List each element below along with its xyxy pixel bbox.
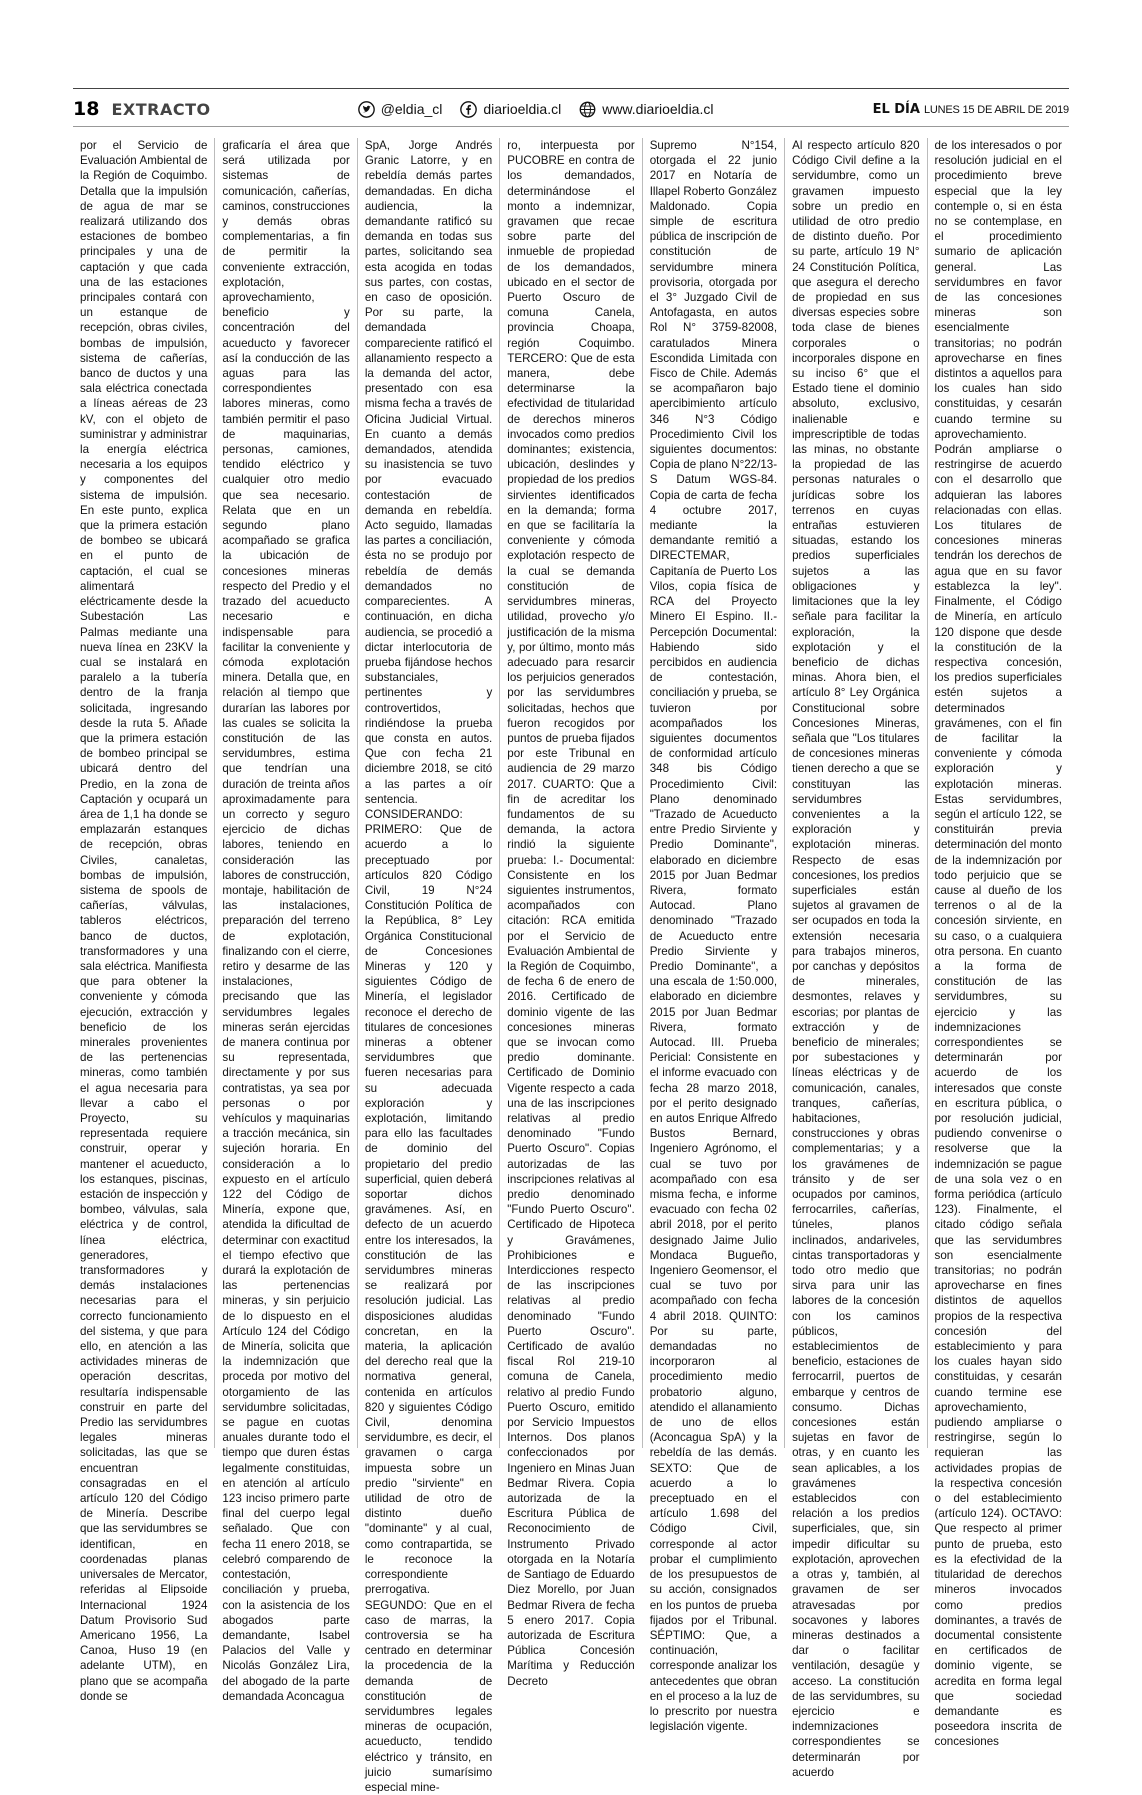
- page-header: [73, 96, 1069, 122]
- issue-date: LUNES 15 DE ABRIL DE 2019: [923, 103, 1069, 116]
- header-left: [73, 98, 211, 120]
- text-column-1: por el Servicio de Evaluación Ambiental de la Región de Coquimbo. Detalla que la impulsión de agua de mar se realizará utilizando dos estaciones de bombeo principales y una de captación y que cada una de las estaciones principales contará con un estanque de recepción, obras civiles, bombas de impulsión, sistema de cañerías, banco de ductos y una sala eléctrica conectada a líneas aéreas de 23 kV, con el objeto de suministrar y administrar la energía eléctrica necesaria a los equipos y componentes del sistema de impulsión. En este punto, explica que la primera estación de bombeo se ubicará en el punto de captación, el cual se alimentará eléctricamente desde la Subestación Las Palmas mediante una nueva línea en 23KV la cual se instalará en paralelo a la tubería dentro de la franja solicitada, ingresando desde la ruta 5. Añade que la primera estación de bombeo principal se ubicará dentro del Predio, en la zona de Captación y ocupará un área de 1,1 ha donde se emplazarán estanques de recepción, obras Civiles, canaletas, bombas de impulsión, sistema de spools de cañerías, válvulas, tableros eléctricos, banco de ductos, transformadores y una sala eléctrica. Manifiesta que para obtener la conveniente y cómoda ejecución, extracción y beneficio de los minerales provenientes de las pertenencias mineras, como también el agua necesaria para llevar a cabo el Proyecto, su representada requiere construir, operar y mantener el acueducto, los estanques, piscinas, estación de inspección y bombeo, válvulas, sala eléctrica y de control, línea eléctrica, generadores, transformadores y demás instalaciones necesarias para el correcto funcionamiento del sistema, y que para ello, en atención a las actividades mineras de operación descritas, resultaría indispensable construir en parte del Predio las servidumbres legales mineras solicitadas, las que se encuentran consagradas en el artículo 120 del Código de Minería. Describe que las servidumbres se identifican, en coordenadas planas universales de Mercator, referidas al Elipsoide Internacional 1924 Datum Provisorio Sud Americano 1956, La Canoa, Huso 19 (en adelante UTM), en plano que se acompaña donde se: [80, 139, 208, 1703]
- facebook-link[interactable]: [460, 101, 561, 118]
- website-link[interactable]: [579, 101, 713, 118]
- text-column-3: SpA, Jorge Andrés Granic Latorre, y en rebeldía demás partes demandadas. En dicha audiencia, la demandante ratificó su demanda en todas sus partes, solicitando sea esta acogida en todas sus partes, con costas, en caso de oposición. Por su parte, la demandada compareciente ratificó el allanamiento respecto a la demanda del actor, presentado con esa misma fecha a través de Oficina Judicial Virtual. En cuanto a demás demandados, atendida su inasistencia se tuvo por evacuado contestación de demanda en rebeldía. Acto seguido, llamadas las partes a conciliación, ésta no se produjo por rebeldía de demás demandados no comparecientes. A continuación, en dicha audiencia, se procedió a dictar interlocutoria de prueba fijándose hechos substanciales, pertinentes y controvertidos, rindiéndose la prueba que consta en autos. Que con fecha 21 diciembre 2018, se citó a las partes a oír sentencia. CONSIDERANDO: PRIMERO: Que de acuerdo a lo preceptuado por artículos 820 Código Civil, 19 N°24 Constitución Política de la República, 8° Ley Orgánica Constitucional de Concesiones Mineras y 120 y siguientes Código de Minería, el legislador reconoce el derecho de titulares de concesiones mineras a obtener servidumbres que fueren necesarias para su adecuada exploración y explotación, limitando para ello las facultades de dominio del propietario del predio superficial, quien deberá soportar dichos gravámenes. Así, en defecto de un acuerdo entre los interesados, la constitución de las servidumbres mineras se realizará por resolución judicial. Las disposiciones aludidas concretan, en la materia, la aplicación del derecho real que la normativa general, contenida en artículos 820 y siguientes Código Civil, denomina servidumbre, es decir, el gravamen o carga impuesta sobre un predio "sirviente" en utilidad de otro de distinto dueño "dominante" y al cual, como contrapartida, se le reconoce la correspondiente prerrogativa. SEGUNDO: Que en el caso de marras, la controversia se ha centrado en determinar la procedencia de la demanda de constitución de servidumbres legales mineras de ocupación, acueducto, tendido eléctrico y tránsito, en juicio sumarísimo especial mine-: [357, 138, 499, 1448]
- facebook-page: diarioeldia.cl: [483, 101, 562, 117]
- header-top-rule: [73, 88, 1069, 89]
- header-right: [873, 102, 1069, 117]
- header-social: [358, 101, 726, 118]
- text-column-7: de los interesados o por resolución judicial en el procedimiento breve especial que la ley contemple o, si en ésta no se contemplase, en el procedimiento sumario de aplicación general. Las servidumbres en favor de las concesiones mineras son esencialmente transitorias; no podrán aprovecharse en fines distintos a aquellos para los cuales han sido constituidas, y cesarán cuando termine su aprovechamiento. Podrán ampliarse o restringirse de acuerdo con el desarrollo que adquieran las labores relacionadas con ellas. Los titulares de concesiones mineras tendrán los derechos de agua que en su favor establezca la ley". Finalmente, el Código de Minería, en artículo 120 dispone que desde la constitución de la respectiva concesión, los predios superficiales estén sujetos a determinados gravámenes, con el fin de facilitar la conveniente y cómoda exploración y explotación mineras. Estas servidumbres, según el artículo 122, se constituirán previa determinación del monto de la indemnización por todo perjuicio que se cause al dueño de los terrenos o al de la concesión sirviente, en su caso, o a cualquiera otra persona. En cuanto a la forma de constitución de las servidumbres, su ejercicio y las indemnizaciones correspondientes se determinarán por acuerdo de los interesados que conste en escritura pública, o por resolución judicial, pudiendo convenirse o resolverse que la indemnización se pague de una sola vez o en forma periódica (artículo 123). Finalmente, el citado código señala que las servidumbres son esencialmente transitorias; no podrán aprovecharse en fines distintos de aquellos propios de la respectiva concesión del establecimiento y para los cuales hayan sido constituidas, y cesarán cuando termine ese aprovechamiento, pudiendo ampliarse o restringirse, según lo requieran las actividades propias de la respectiva concesión o del establecimiento (artículo 124). OCTAVO: Que respecto al primer punto de prueba, esto es la efectividad de la titularidad de derechos mineros invocados como predios dominantes, a través de documental consistente en certificados de dominio vigente, se acredita en forma legal que sociedad demandante es poseedora inscrita de concesiones: [927, 138, 1069, 1448]
- newspaper-logo: EL DÍA: [872, 101, 920, 117]
- twitter-handle: @eldia_cl: [380, 101, 443, 117]
- text-column-6: Al respecto artículo 820 Código Civil define a la servidumbre, como un gravamen impuesto sobre un predio en utilidad de otro predio de distinto dueño. Por su parte, artículo 19 N° 24 Constitución Política, que asegura el derecho de propiedad en sus diversas especies sobre toda clase de bienes corporales o incorporales dispone en su inciso 6° que el Estado tiene el dominio absoluto, exclusivo, inalienable e imprescriptible de todas las minas, no obstante la propiedad de las personas naturales o jurídicas sobre los terrenos en cuyas entrañas estuvieren situadas, estando los predios superficiales sujetos a las obligaciones y limitaciones que la ley señale para facilitar la exploración, la explotación y el beneficio de dichas minas. Ahora bien, el artículo 8° Ley Orgánica Constitucional sobre Concesiones Mineras, señala que "Los titulares de concesiones mineras tienen derecho a que se constituyan las servidumbres convenientes a la exploración y explotación mineras. Respecto de esas concesiones, los predios superficiales están sujetos al gravamen de ser ocupados en toda la extensión necesaria para trabajos mineros, por canchas y depósitos de minerales, desmontes, relaves y escorias; por plantas de extracción y de beneficio de minerales; por subestaciones y líneas eléctricas y de comunicación, canales, tranques, cañerías, habitaciones, construcciones y obras complementarias; y a los gravámenes de tránsito y de ser ocupados por caminos, ferrocarriles, cañerías, túneles, planos inclinados, andariveles, cintas transportadoras y todo otro medio que sirva para unir las labores de la concesión con los caminos públicos, establecimientos de beneficio, estaciones de ferrocarril, puertos de embarque y centros de consumo. Dichas concesiones están sujetas en favor de otras, y en cuanto les sean aplicables, a los gravámenes establecidos con relación a los predios superficiales, que, sin impedir dificultar su explotación, aprovechen a otras y, también, al gravamen de ser atravesadas por socavones y labores mineras destinados a dar o facilitar ventilación, desagüe y acceso. La constitución de las servidumbres, su ejercicio e indemnizaciones correspondientes se determinarán por acuerdo: [784, 138, 926, 1448]
- twitter-icon: [358, 101, 375, 118]
- header-bottom-rule: [73, 126, 1069, 127]
- website-url: www.diarioeldia.cl: [602, 101, 714, 117]
- article-columns: [73, 138, 1069, 1794]
- text-column-5: Supremo N°154, otorgada el 22 junio 2017 en Notaría de Illapel Roberto González Maldonado. Copia simple de escritura pública de inscripción de constitución de servidumbre minera provisoria, otorgada por el 3° Juzgado Civil de Antofagasta, en autos Rol N° 3759-82008, caratulados Minera Escondida Limitada con Fisco de Chile. Además se acompañaron bajo apercibimiento artículo 346 N°3 Código Procedimiento Civil los siguientes documentos: Copia de plano N°22/13-S Datum WGS-84. Copia de carta de fecha 4 octubre 2017, mediante la demandante remitió a DIRECTEMAR, Capitanía de Puerto Los Vilos, copia física de RCA del Proyecto Minero El Espino. II.- Percepción Documental: Habiendo sido percibidos en audiencia de contestación, conciliación y prueba, se tuvieron por acompañados los siguientes documentos de conformidad artículo 348 bis Código Procedimiento Civil: Plano denominado "Trazado de Acueducto entre Predio Sirviente y Predio Dominante", elaborado en diciembre 2015 por Juan Bedmar Rivera, formato Autocad. Plano denominado "Trazado de Acueducto entre Predio Sirviente y Predio Dominante", a una escala de 1:50.000, elaborado en diciembre 2015 por Juan Bedmar Rivera, formato Autocad. III. Prueba Pericial: Consistente en el informe evacuado con fecha 28 marzo 2018, por el perito designado en autos Enrique Alfredo Bustos Bernard, Ingeniero Agrónomo, el cual se tuvo por acompañado con esa misma fecha, e informe evacuado con fecha 02 abril 2018, por el perito designado Jaime Julio Mondaca Bugueño, Ingeniero Geomensor, el cual se tuvo por acompañado con fecha 4 abril 2018. QUINTO: Por su parte, demandadas no incorporaron al procedimiento medio probatorio alguno, atendido el allanamiento de uno de ellos (Aconcagua SpA) y la rebeldía de las demás. SEXTO: Que de acuerdo a lo preceptuado en el artículo 1.698 del Código Civil, corresponde al actor probar el cumplimiento de los presupuestos de su acción, consignados en los puntos de prueba fijados por el Tribunal. SÉPTIMO: Que, a continuación, corresponde analizar los antecedentes que obran en el proceso a la luz de lo prescrito por nuestra legislación vigente.: [642, 138, 784, 1448]
- twitter-link[interactable]: [358, 101, 443, 118]
- globe-icon: [579, 101, 596, 118]
- text-column-4: ro, interpuesta por PUCOBRE en contra de los demandados, determinándose el monto a indemnizar, gravamen que recae sobre parte del inmueble de propiedad de los demandados, ubicado en el sector de Puerto Oscuro de comuna Canela, provincia Choapa, región Coquimbo. TERCERO: Que de esta manera, debe determinarse la efectividad de titularidad de derechos mineros invocados como predios dominantes; existencia, ubicación, deslindes y propiedad de los predios sirvientes identificados en la demanda; forma en que se facilitaría la conveniente y cómoda explotación respecto de la cual se demanda constitución de servidumbres mineras, utilidad, provecho y/o justificación de la misma y, por último, monto más adecuado para resarcir los perjuicios generados por las servidumbres solicitadas, hechos que fueron recogidos por puntos de prueba fijados por este Tribunal en audiencia de 29 marzo 2017. CUARTO: Que a fin de acreditar los fundamentos de su demanda, la actora rindió la siguiente prueba: I.- Documental: Consistente en los siguientes instrumentos, acompañados con citación: RCA emitida por el Servicio de Evaluación Ambiental de la Región de Coquimbo, de fecha 6 de enero de 2016. Certificado de dominio vigente de las concesiones mineras que se invocan como predio dominante. Certificado de Dominio Vigente respecto a cada una de las inscripciones relativas al predio denominado "Fundo Puerto Oscuro". Copias autorizadas de las inscripciones relativas al predio denominado "Fundo Puerto Oscuro". Certificado de Hipoteca y Gravámenes, Prohibiciones e Interdicciones respecto de las inscripciones relativas al predio denominado "Fundo Puerto Oscuro". Certificado de avalúo fiscal Rol 219-10 comuna de Canela, relativo al predio Fundo Puerto Oscuro, emitido por Servicio Impuestos Internos. Dos planos confeccionados por Ingeniero en Minas Juan Bedmar Rivera. Copia autorizada de la Escritura Pública de Reconocimiento de Instrumento Privado otorgada en la Notaría de Santiago de Eduardo Diez Morello, por Juan Bedmar Rivera de fecha 5 enero 2017. Copia autorizada de Escritura Pública Concesión Marítima y Reducción Decreto: [499, 138, 641, 1448]
- section-title: EXTRACTO: [111, 100, 211, 119]
- facebook-icon: [460, 101, 477, 118]
- text-column-2: graficaría el área que será utilizada por sistemas de comunicación, cañerías, caminos, construcciones y demás obras complementarias, a fin de permitir la conveniente extracción, explotación, aprovechamiento, beneficio y concentración del acueducto y favorecer así la conducción de las aguas para las correspondientes labores mineras, como también permitir el paso de maquinarias, personas, camiones, tendido eléctrico y cualquier otro medio que sea necesario. Relata que en un segundo plano acompañado se grafica la ubicación de concesiones mineras respecto del Predio y el trazado del acueducto necesario e indispensable para facilitar la conveniente y cómoda explotación minera. Detalla que, en relación al tiempo que durarían las labores por las cuales se solicita la constitución de las servidumbres, estima que tendrían una duración de treinta años aproximadamente para un correcto y seguro ejercicio de dichas labores, teniendo en consideración las labores de construcción, montaje, habilitación de las instalaciones, preparación del terreno de explotación, finalizando con el cierre, retiro y desarme de las instalaciones, precisando que las servidumbres legales mineras serán ejercidas de manera continua por su representada, directamente y por sus contratistas, ya sea por personas o por vehículos y maquinarias a tracción mecánica, sin sujeción horaria. En consideración a lo expuesto en el artículo 122 del Código de Minería, expone que, atendida la dificultad de determinar con exactitud el tiempo efectivo que durará la explotación de las pertenencias mineras, y sin perjuicio de lo dispuesto en el Artículo 124 del Código de Minería, solicita que la indemnización que proceda por motivo del otorgamiento de las servidumbre solicitadas, se pague en cuotas anuales durante todo el tiempo que duren éstas legalmente constituidas, en atención al artículo 123 inciso primero parte final del cuerpo legal señalado. Que con fecha 11 enero 2018, se celebró comparendo de contestación, conciliación y prueba, con la asistencia de los abogados parte demandante, Isabel Palacios del Valle y Nicolás González Lira, del abogado de la parte demandada Aconcagua: [214, 138, 356, 1448]
- page-number: 18: [73, 98, 100, 120]
